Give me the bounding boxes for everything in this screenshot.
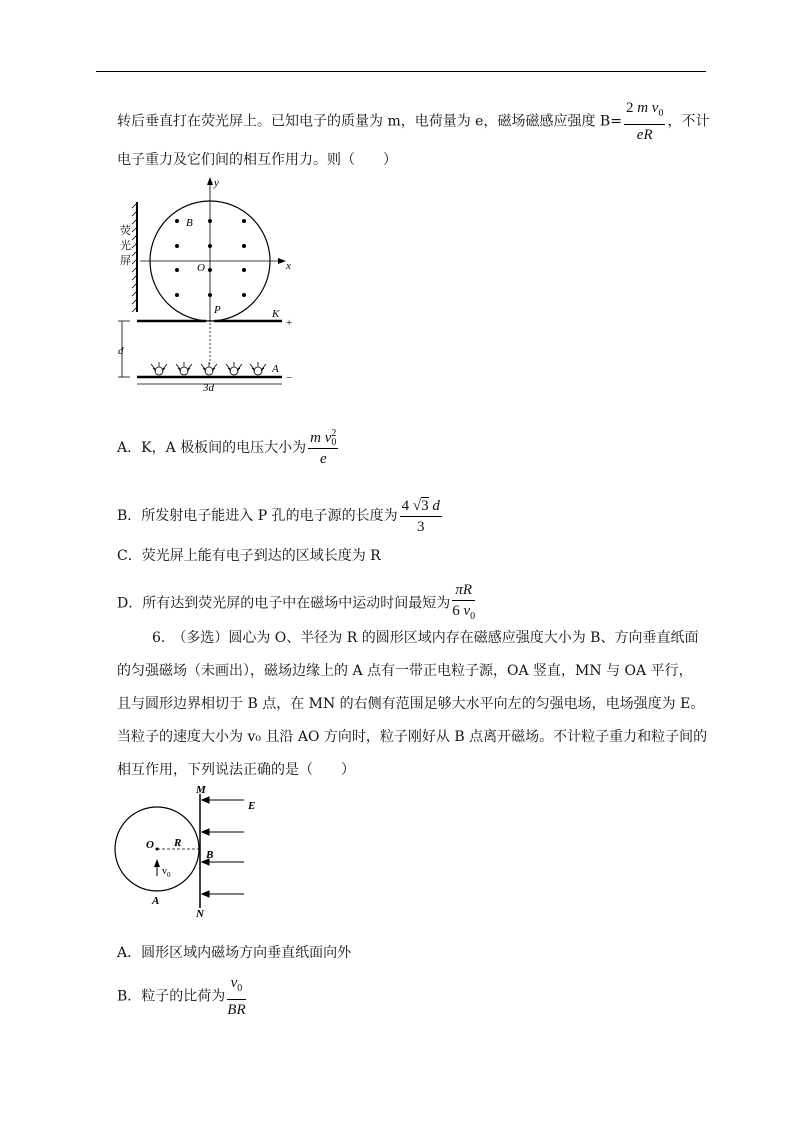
header-rule — [96, 71, 706, 72]
label-v: v — [162, 866, 167, 877]
electric-field-arrows — [202, 797, 244, 897]
label-O: O — [197, 262, 205, 274]
fraction-charge-ratio — [227, 973, 245, 1020]
electron-sources — [151, 362, 266, 375]
label-plus: + — [286, 317, 293, 329]
label-K: K — [272, 308, 280, 320]
frac-den: 3 — [416, 518, 425, 535]
label-B: B — [186, 217, 193, 229]
label-v0 — [162, 866, 171, 879]
fraction-length: $\frac{4 √3 d}{3}$ — [401, 497, 440, 535]
q6-line-2: 的匀强磁场（未画出），磁场边缘上的 A 点有一带正电粒子源，OA 竖直，MN 与 OA 平行， — [117, 663, 693, 679]
option-A-text: A．K，A 极板间的电压大小为 — [117, 440, 307, 456]
frac-d: d — [432, 497, 440, 514]
option-D-text: D．所有达到荧光屏的电子中在磁场中运动时间最短为 — [117, 595, 451, 612]
label-R: R — [174, 837, 182, 849]
fraction-B — [624, 98, 666, 145]
x-axis-arrow — [278, 258, 286, 264]
frac-coef: 6 — [452, 603, 460, 619]
option-B-text: B．所发射电子能进入 P 孔的电子源的长度为 — [117, 508, 398, 524]
intro-text: 转后垂直打在荧光屏上。已知电子的质量为 m，电荷量为 e，磁场磁感应强度 B= — [117, 113, 622, 130]
frac-m: m — [310, 429, 321, 446]
q6-option-B — [117, 973, 248, 1020]
center-O — [156, 848, 159, 851]
label-B: B — [206, 849, 214, 861]
label-minus: − — [286, 372, 293, 384]
label-N: N — [196, 908, 204, 920]
screen-label-1: 荧 — [120, 225, 131, 237]
q5-option-D — [117, 580, 477, 627]
q6-line-5: 相互作用，下列说法正确的是（ ） — [117, 762, 355, 778]
frac-v: v — [230, 975, 238, 991]
frac-sub: 0 — [470, 611, 476, 622]
screen-label-3: 屏 — [120, 255, 131, 267]
field-dots — [175, 219, 246, 297]
intro-line-1 — [117, 98, 709, 145]
frac-sup: 2 — [331, 428, 337, 440]
frac-v: v — [463, 603, 471, 619]
screen-label-2: 光 — [120, 240, 131, 252]
frac-coef: 4 — [401, 497, 410, 514]
label-A: A — [152, 895, 160, 907]
q6-option-A: A．圆形区域内磁场方向垂直纸面向外 — [117, 945, 352, 961]
frac-den: e — [319, 450, 327, 467]
frac-num: πR — [452, 580, 475, 601]
y-label: y — [214, 177, 219, 189]
label-d: d — [118, 345, 124, 357]
frac-sub: 0 — [331, 437, 337, 449]
q6-line-1: 6. （多选）圆心为 O、半径为 R 的圆形区域内存在磁感应强度大小为 B、方向垂直纸面 — [152, 630, 699, 646]
label-3d: 3d — [203, 382, 214, 394]
intro-line-2: 电子重力及它们间的相互作用力。则（ ） — [117, 152, 397, 168]
q5-option-C: C．荧光屏上能有电子到达的区域长度为 R — [117, 548, 381, 564]
label-E: E — [248, 800, 256, 812]
velocity-arrowhead — [154, 859, 160, 867]
intro-text-post: ，不计 — [667, 113, 710, 130]
q5-option-A — [117, 426, 340, 470]
figure-circle-field — [112, 782, 272, 922]
frac-v: v — [651, 100, 659, 116]
label-M: M — [196, 784, 206, 796]
x-label: x — [286, 260, 291, 272]
frac-sub: 0 — [237, 983, 243, 994]
frac-m: m — [637, 100, 649, 116]
frac-den: BR — [227, 1002, 246, 1018]
label-O: O — [146, 839, 154, 851]
frac-sub: 0 — [658, 108, 664, 119]
frac-root: 3 — [421, 497, 429, 514]
fraction-voltage — [308, 428, 338, 469]
frac-coef: 2 — [625, 100, 634, 116]
figure-electron-field — [110, 172, 310, 394]
frac-den: eR — [636, 127, 653, 143]
option-B-text: B．粒子的比荷为 — [117, 988, 226, 1005]
label-v-sub: 0 — [167, 871, 171, 879]
q5-option-B — [117, 494, 444, 538]
label-P: P — [214, 304, 221, 316]
label-A: A — [272, 363, 279, 375]
y-axis-arrow — [207, 177, 213, 185]
q6-line-4: 当粒子的速度大小为 v₀ 且沿 AO 方向时，粒子刚好从 B 点离开磁场。不计粒子重力和粒子间的 — [117, 729, 708, 745]
frac-v: v — [324, 429, 332, 446]
fraction-time — [452, 580, 475, 627]
q6-line-3: 且与圆形边界相切于 B 点，在 MN 的右侧有范围足够大水平向左的匀强电场，电场强度为 E。 — [117, 696, 705, 712]
